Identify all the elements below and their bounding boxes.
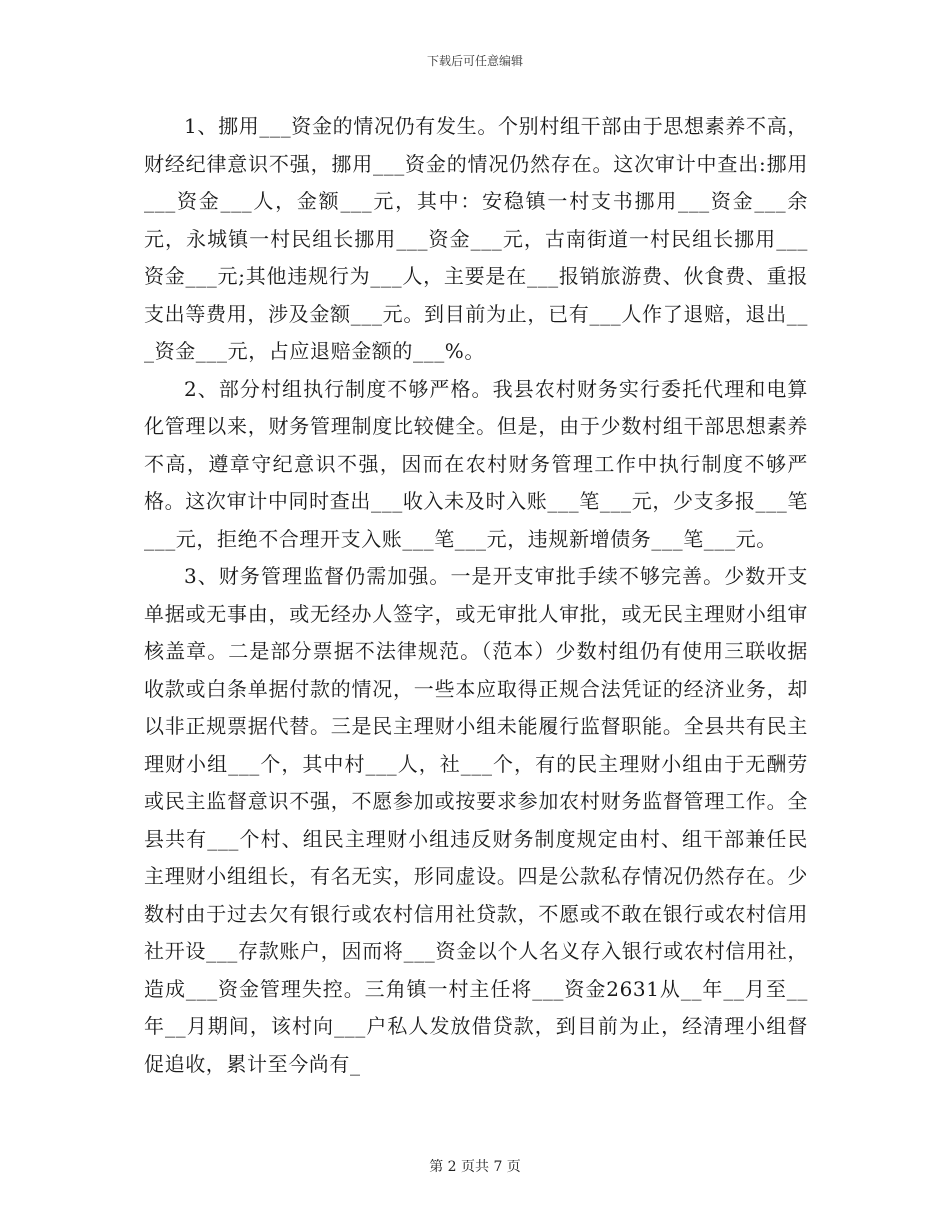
paragraph-2: 2、部分村组执行制度不够严格。我县农村财务实行委托代理和电算化管理以来，财务管理制度比较健全。但是，由于少数村组干部思想素养不高，遵章守纪意识不强，因而在农村财务管理工作中执行制度不够严格。这次审计中同时查出___收入未及时入账___笔___元，少支多报___笔___元，拒绝不合理开支入账___笔___元，违规新增债务___笔___元。 (144, 376, 808, 551)
paragraph-1: 1、挪用___资金的情况仍有发生。个别村组干部由于思想素养不高，财经纪律意识不强，挪用___资金的情况仍然存在。这次审计中查出:挪用___资金___人，金额___元，其中：安稳镇一村支书挪用___资金___余元，永城镇一村民组长挪用___资金___元，古南街道一村民组长挪用___资金___元;其他违规行为___人，主要是在___报销旅游费、伙食费、重报支出等费用，涉及金额___元。到目前为止，已有___人作了退赔，退出___资金___元，占应退赔金额的___%。 (144, 114, 808, 363)
paragraph-3: 3、财务管理监督仍需加强。一是开支审批手续不够完善。少数开支单据或无事由，或无经办人签字，或无审批人审批，或无民主理财小组审核盖章。二是部分票据不法律规范。（范本）少数村组仍有使用三联收据收款或白条单据付款的情况，一些本应取得正规合法凭证的经济业务，却以非正规票据代替。三是民主理财小组未能履行监督职能。全县共有民主理财小组___个，其中村___人，社___个，有的民主理财小组由于无酬劳或民主监督意识不强，不愿参加或按要求参加农村财务监督管理工作。全县共有___个村、组民主理财小组违反财务制度规定由村、组干部兼任民主理财小组组长，有名无实，形同虚设。四是公款私存情况仍然存在。少数村由于过去欠有银行或农村信用社贷款，不愿或不敢在银行或农村信用社开设___存款账户，因而将___资金以个人名义存入银行或农村信用社，造成___资金管理失控。三角镇一村主任将___资金2631从__年__月至__年__月期间，该村向___户私人发放借贷款，到目前为止，经清理小组督促追收，累计至今尚有_ (144, 564, 808, 1076)
page-header: 下载后可任意编辑 (426, 54, 523, 68)
document-body (144, 108, 808, 1083)
page-footer: 第 2 页共 7 页 (429, 1159, 521, 1175)
